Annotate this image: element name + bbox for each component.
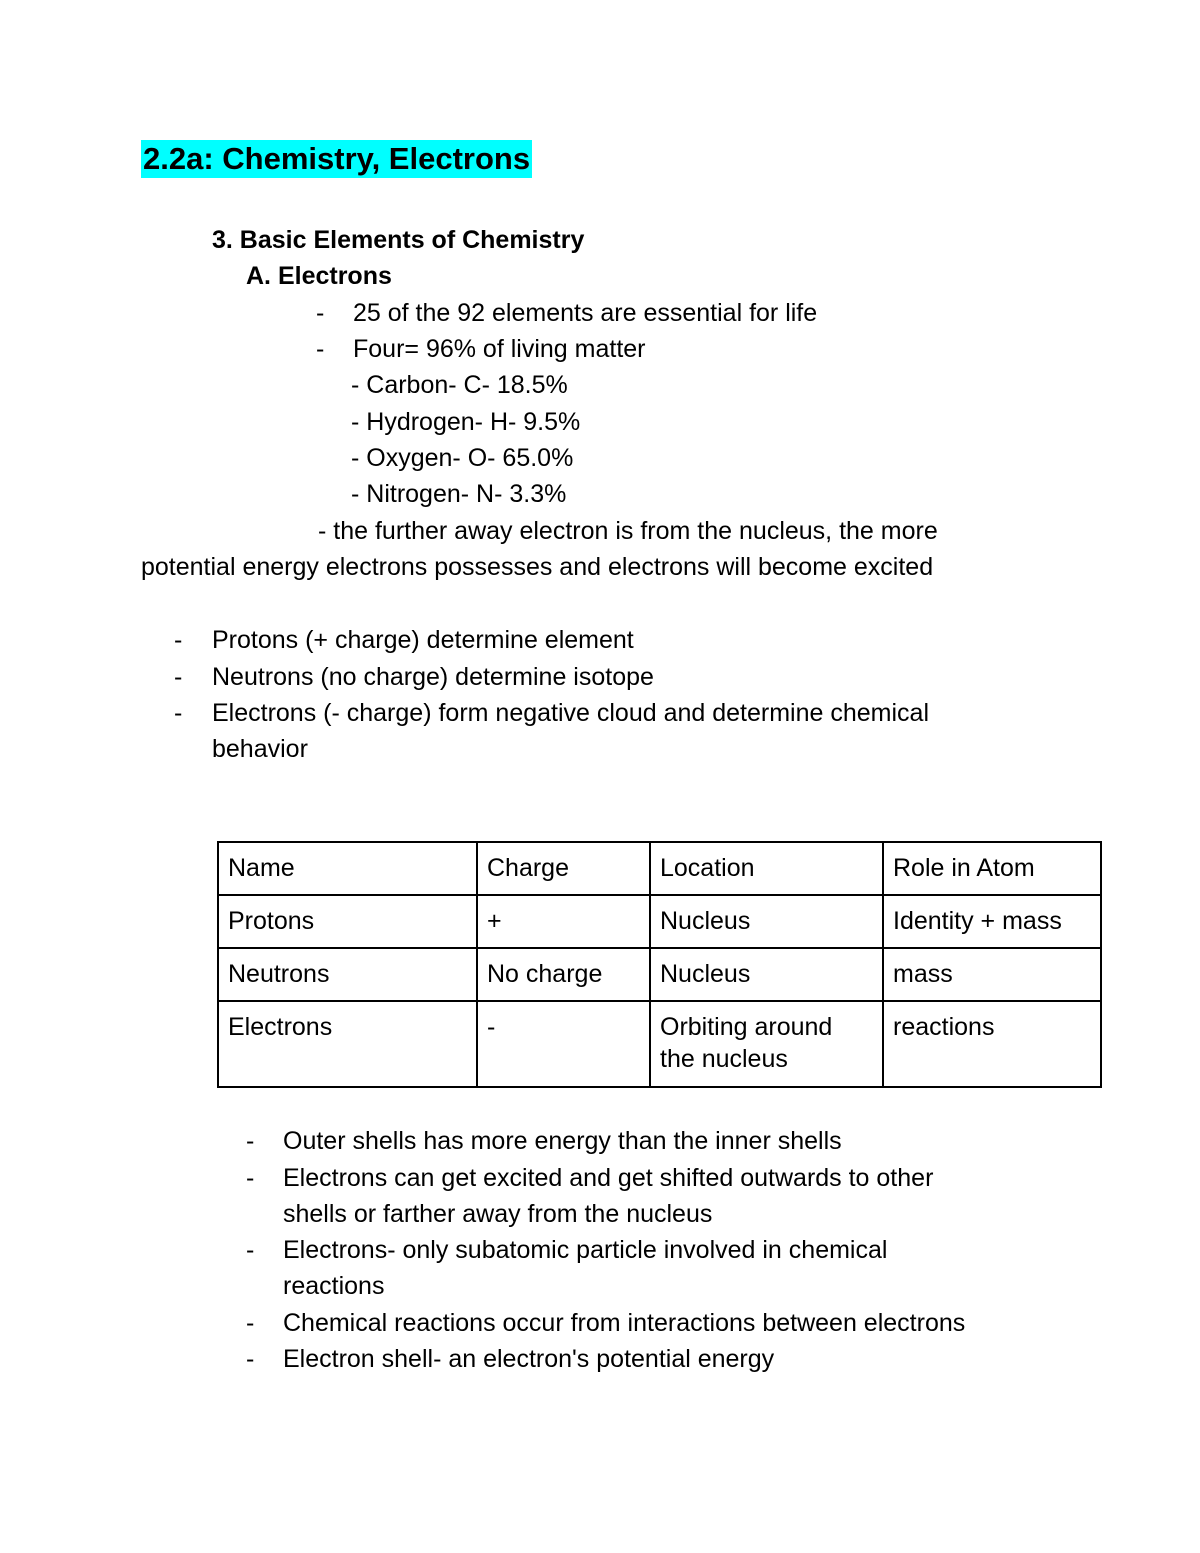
shell-note-shell-energy: Electron shell- an electron's potential energy xyxy=(283,1345,775,1373)
bullet-dash: - xyxy=(316,299,325,327)
table-cell: Neutrons xyxy=(218,948,477,1001)
table-header-row xyxy=(218,842,1101,895)
table-cell: Electrons xyxy=(218,1001,477,1087)
table-row xyxy=(218,948,1101,1001)
table-cell: Nucleus xyxy=(650,948,883,1001)
subsection-heading: A. Electrons xyxy=(246,262,392,290)
energy-note-line1: - the further away electron is from the nucleus, the more xyxy=(318,517,938,545)
bullet-dash: - xyxy=(246,1127,255,1155)
table-cell: Identity + mass xyxy=(883,895,1101,948)
table-cell: Orbiting around the nucleus xyxy=(650,1001,883,1087)
energy-note-line2: potential energy electrons possesses and electrons will become excited xyxy=(141,553,934,581)
bullet-dash: - xyxy=(246,1309,255,1337)
table-row xyxy=(218,1001,1101,1087)
bullet-dash: - xyxy=(246,1345,255,1373)
subatomic-particles-table xyxy=(217,841,1102,1088)
table-cell: - xyxy=(477,1001,650,1087)
shell-note-reactions: Chemical reactions occur from interactions between electrons xyxy=(283,1309,966,1337)
table-cell: reactions xyxy=(883,1001,1101,1087)
shell-note-excited: Electrons can get excited and get shifted outwards to other xyxy=(283,1164,934,1192)
table-header-cell: Location xyxy=(650,842,883,895)
bullet-dash: - xyxy=(174,663,183,691)
bullet-essential-elements: 25 of the 92 elements are essential for life xyxy=(353,299,818,327)
bullet-dash: - xyxy=(316,335,325,363)
table-header-cell: Charge xyxy=(477,842,650,895)
particle-protons: Protons (+ charge) determine element xyxy=(212,626,634,654)
shell-note-subatomic-cont: reactions xyxy=(283,1272,385,1300)
element-oxygen: - Oxygen- O- 65.0% xyxy=(351,444,574,472)
table-cell: Nucleus xyxy=(650,895,883,948)
shell-note-subatomic: Electrons- only subatomic particle involved in chemical xyxy=(283,1236,888,1264)
table-cell: + xyxy=(477,895,650,948)
bullet-dash: - xyxy=(246,1164,255,1192)
shell-note-outer: Outer shells has more energy than the inner shells xyxy=(283,1127,842,1155)
document-title: 2.2a: Chemistry, Electrons xyxy=(143,141,531,176)
table-row xyxy=(218,895,1101,948)
bullet-dash: - xyxy=(246,1236,255,1264)
table-cell: Protons xyxy=(218,895,477,948)
table-cell: No charge xyxy=(477,948,650,1001)
bullet-dash: - xyxy=(174,626,183,654)
particle-electrons-cont: behavior xyxy=(212,735,308,763)
table-header-cell: Role in Atom xyxy=(883,842,1101,895)
bullet-dash: - xyxy=(174,699,183,727)
element-carbon: - Carbon- C- 18.5% xyxy=(351,371,568,399)
particle-electrons: Electrons (- charge) form negative cloud and determine chemical xyxy=(212,699,930,727)
table-header-cell: Name xyxy=(218,842,477,895)
element-hydrogen: - Hydrogen- H- 9.5% xyxy=(351,408,581,436)
section-heading: 3. Basic Elements of Chemistry xyxy=(212,226,585,254)
element-nitrogen: - Nitrogen- N- 3.3% xyxy=(351,480,567,508)
bullet-four-elements: Four= 96% of living matter xyxy=(353,335,646,363)
particle-neutrons: Neutrons (no charge) determine isotope xyxy=(212,663,654,691)
shell-note-excited-cont: shells or farther away from the nucleus xyxy=(283,1200,713,1228)
table-cell: mass xyxy=(883,948,1101,1001)
